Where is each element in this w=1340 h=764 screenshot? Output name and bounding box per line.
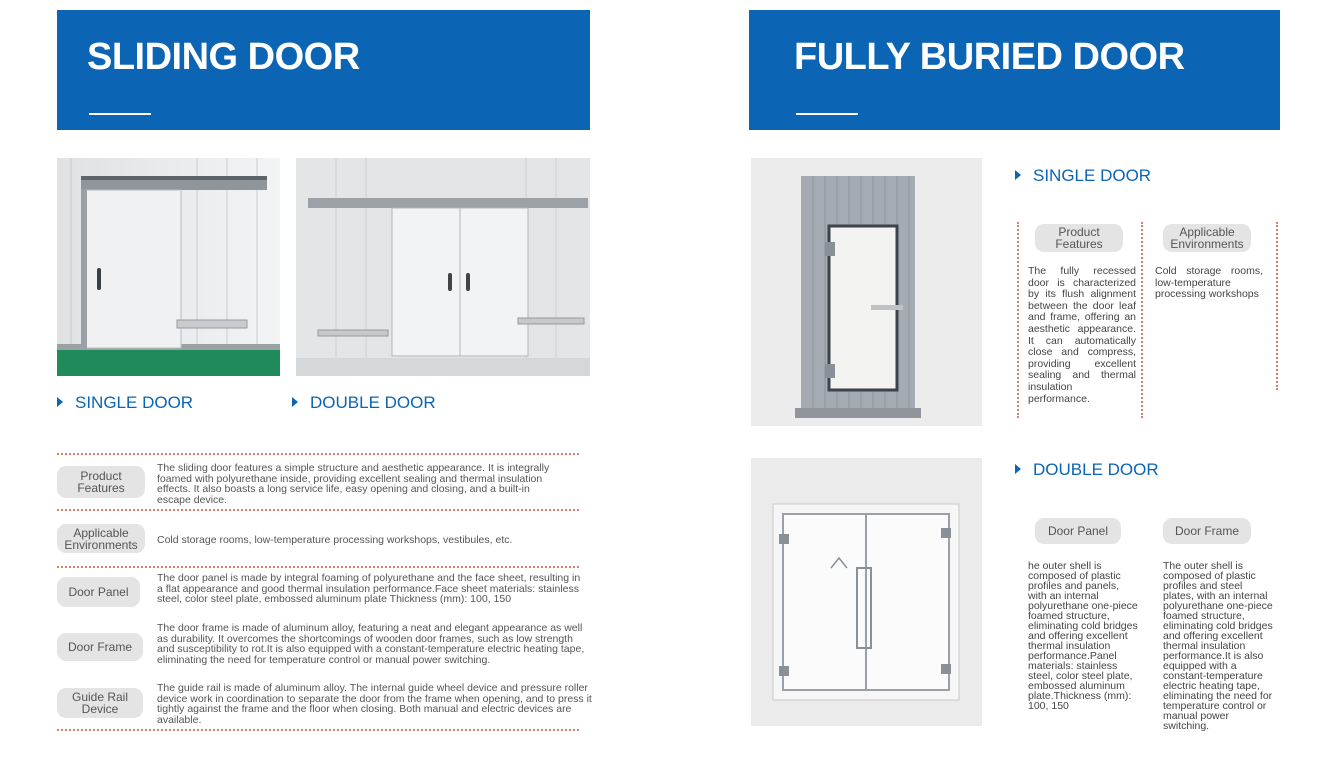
dotted-separator	[57, 729, 579, 731]
double-buried-door-image	[751, 458, 982, 726]
banner-underline	[89, 113, 151, 115]
double-door-panel-label: Door Panel	[1035, 518, 1121, 544]
dotted-separator	[57, 509, 579, 511]
sliding-double-door-heading	[292, 393, 436, 413]
dotted-divider	[1017, 222, 1019, 418]
buried-single-door-heading	[1015, 166, 1151, 186]
single-buried-door-image	[751, 158, 982, 426]
triangle-bullet-icon	[292, 397, 298, 407]
single-sliding-door-image	[57, 158, 280, 376]
sliding-door-title: SLIDING DOOR	[87, 36, 360, 78]
door-panel-text: The door panel is made by integral foaming of polyurethane and the face sheet, resulting in a flat appearance and good thermal insulation performance.Face sheet materials: stainless steel, color steel plate, embossed aluminum plate Thickness (mm): 100, 150	[157, 572, 581, 605]
dotted-divider	[1141, 222, 1143, 418]
fully-buried-door-title: FULLY BURIED DOOR	[794, 36, 1185, 78]
single-applicable-environments-text: Cold storage rooms, low-temperature processing workshops	[1155, 265, 1263, 301]
dotted-separator	[57, 453, 579, 455]
triangle-bullet-icon	[1015, 464, 1021, 474]
double-door-label: DOUBLE DOOR	[1033, 460, 1159, 479]
double-door-frame-label: Door Frame	[1163, 518, 1251, 544]
product-features-label: Product Features	[57, 466, 145, 498]
dotted-separator	[57, 566, 579, 568]
banner-underline	[796, 113, 858, 115]
dotted-divider	[1276, 222, 1278, 390]
double-door-frame-text: The outer shell is composed of plastic profiles and steel plates, with an internal polyurethane one-piece foamed structure, eliminating cold bridges and offering excellent thermal insulation performance.It is also equipped with a constant-temperature electric heating tape, eliminating the need for temperature control or manual power switching.	[1163, 560, 1273, 732]
triangle-bullet-icon	[1015, 170, 1021, 180]
sliding-door-banner	[57, 10, 590, 130]
door-frame-text: The door frame is made of aluminum alloy, featuring a neat and elegant appearance as well as durability. It overcomes the shortcomings of wooden door frames, such as low strength and susceptibility to rot.It is also equipped with a constant-temperature electric heating tape, eliminating the need for temperature control or manual power switching.	[157, 622, 585, 666]
sliding-single-door-heading	[57, 393, 193, 413]
double-door-panel-text: he outer shell is composed of plastic profiles and panels, with an internal polyurethane one-piece foamed structure, eliminating cold bridges and offering excellent thermal insulation performance.Panel materials: stainless steel, color steel plate, embossed aluminum plate.Thickness (mm): 100, 150	[1028, 560, 1138, 712]
buried-double-door-heading	[1015, 460, 1159, 480]
single-product-features-label: Product Features	[1035, 224, 1123, 252]
double-sliding-door-image	[296, 158, 590, 376]
single-door-label: SINGLE DOOR	[75, 393, 194, 412]
door-panel-label: Door Panel	[57, 577, 140, 607]
double-door-label: DOUBLE DOOR	[310, 393, 436, 412]
guide-rail-device-text: The guide rail is made of aluminum alloy. The internal guide wheel device and pressure roller device work in coordination to separate the door from the frame when opening, and to press it tightly against the frame and the floor when closing. Both manual and electric devices are available.	[157, 682, 592, 726]
single-applicable-environments-label: Applicable Environments	[1163, 224, 1251, 252]
guide-rail-device-label: Guide Rail Device	[57, 688, 143, 718]
product-features-text: The sliding door features a simple structure and aesthetic appearance. It is integrally foamed with polyurethane inside, providing excellent sealing and thermal insulation effects. It also boasts a long service life, easy opening and closing, and a built-in escape device.	[157, 462, 550, 506]
single-product-features-text: The fully recessed door is characterized by its flush alignment between the door leaf and frame, offering an aesthetic appearance. It can automatically close and compress, providing excellent sealing and thermal insulation performance.	[1028, 265, 1136, 405]
applicable-environments-text: Cold storage rooms, low-temperature processing workshops, vestibules, etc.	[157, 534, 513, 546]
door-frame-label: Door Frame	[57, 633, 143, 661]
fully-buried-door-banner	[749, 10, 1280, 130]
single-door-label: SINGLE DOOR	[1033, 166, 1152, 185]
triangle-bullet-icon	[57, 397, 63, 407]
applicable-environments-label: Applicable Environments	[57, 524, 145, 553]
